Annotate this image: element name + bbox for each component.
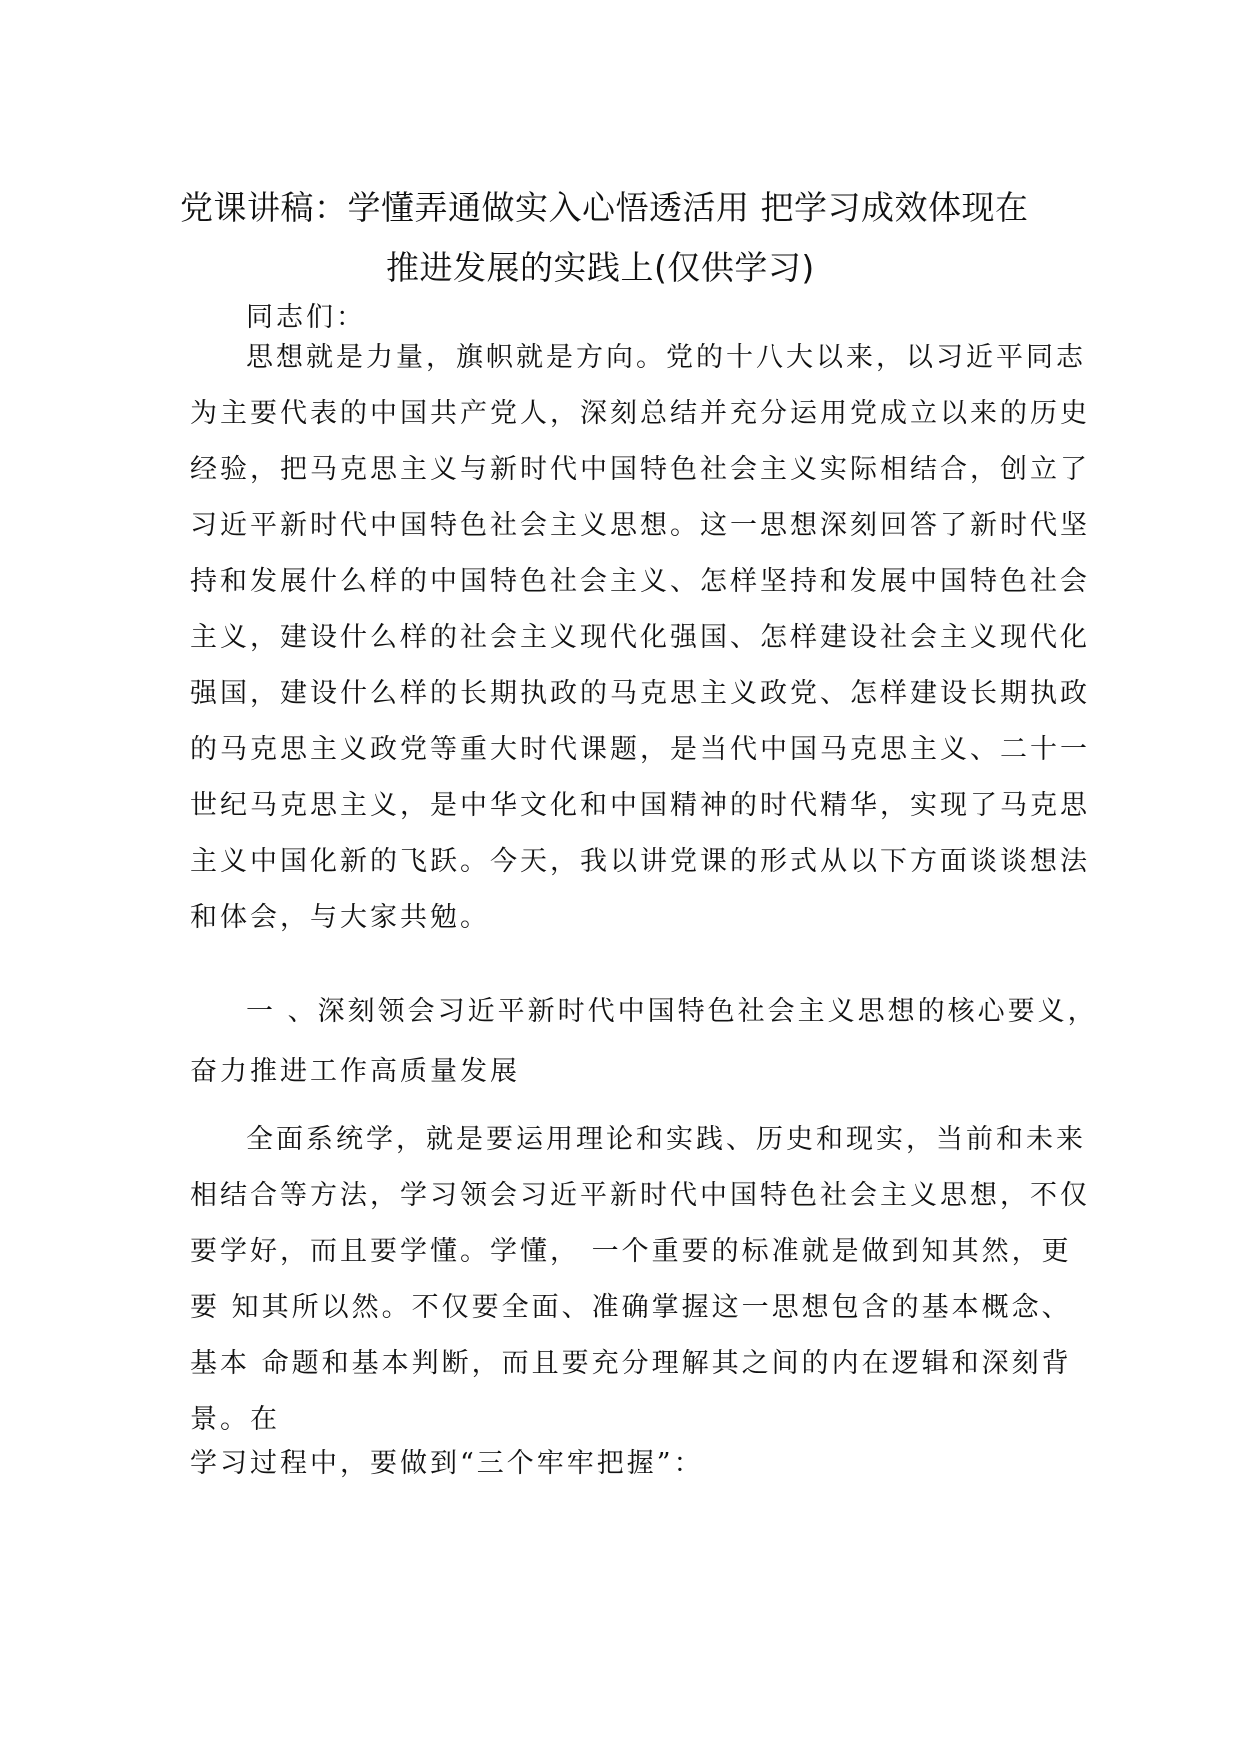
paragraph-line: 全面系统学，就是要运用理论和实践、历史和现实，当前和未来 [246, 1124, 1086, 1155]
paragraph-line: 为主要代表的中国共产党人，深刻总结并充分运用党成立以来的历史 [190, 398, 1090, 429]
paragraph-2 [190, 1112, 1090, 1436]
paragraph-line: 经验，把马克思主义与新时代中国特色社会主义实际相结合，创立了 [190, 454, 1090, 485]
paragraph-line: 的马克思主义政党等重大时代课题，是当代中国马克思主义、二十一 [190, 734, 1090, 765]
paragraph-line: 世纪马克思主义，是中华文化和中国精神的时代精华，实现了马克思 [190, 790, 1090, 821]
heading-line: 一 、深刻领会习近平新时代中国特色社会主义思想的核心要义， [246, 996, 1098, 1027]
heading-line: 奋力推进工作高质量发展 [190, 1056, 520, 1087]
paragraph-line: 景。在 [190, 1404, 280, 1435]
paragraph-line: 要学好，而且要学懂。学懂， 一个重要的标准就是做到知其然，更 [190, 1236, 1072, 1267]
section-heading-1 [190, 984, 1098, 1100]
paragraph-line: 持和发展什么样的中国特色社会主义、怎样坚持和发展中国特色社会 [190, 566, 1090, 597]
paragraph-line: 习近平新时代中国特色社会主义思想。这一思想深刻回答了新时代坚 [190, 510, 1090, 541]
document-title-line-1: 党课讲稿：学懂弄通做实入心悟透活用 把学习成效体现在 [180, 188, 1029, 227]
paragraph-line: 强国，建设什么样的长期执政的马克思主义政党、怎样建设长期执政 [190, 678, 1090, 709]
paragraph-line: 思想就是力量，旗帜就是方向。党的十八大以来，以习近平同志 [246, 342, 1086, 373]
paragraph-3 [190, 1436, 1050, 1492]
salutation-text: 同志们： [246, 302, 366, 333]
paragraph-1 [190, 330, 1090, 946]
paragraph-line: 基本 命题和基本判断，而且要充分理解其之间的内在逻辑和深刻背 [190, 1348, 1072, 1379]
paragraph-line: 要 知其所以然。不仅要全面、准确掌握这一思想包含的基本概念、 [190, 1292, 1072, 1323]
document-title-line-2: 推进发展的实践上(仅供学习) [386, 248, 815, 287]
paragraph-line: 相结合等方法，学习领会习近平新时代中国特色社会主义思想，不仅 [190, 1180, 1090, 1211]
paragraph-line: 和体会，与大家共勉。 [190, 902, 490, 933]
paragraph-line: 主义中国化新的飞跃。今天，我以讲党课的形式从以下方面谈谈想法 [190, 846, 1090, 877]
paragraph-line: 学习过程中，要做到“三个牢牢把握”： [190, 1448, 704, 1479]
paragraph-line: 主义，建设什么样的社会主义现代化强国、怎样建设社会主义现代化 [190, 622, 1090, 653]
